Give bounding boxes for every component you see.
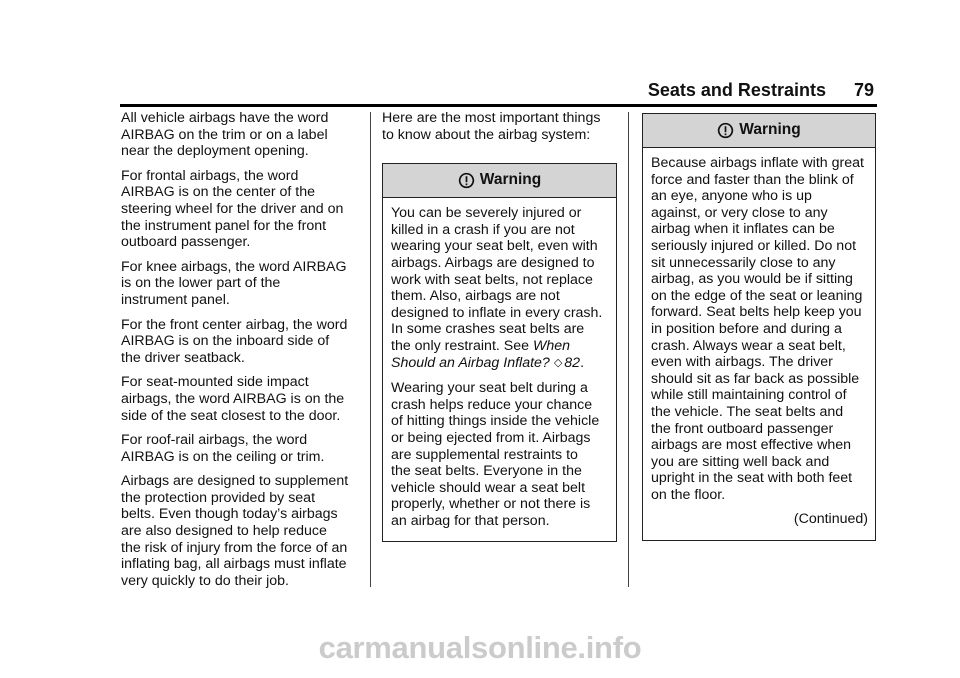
warning-body [643,148,875,540]
column-left [121,110,361,597]
header-rule [120,104,877,107]
warning-body [383,198,616,541]
reference-page[interactable]: 82 [564,354,581,371]
warning-icon [458,172,475,189]
column-right [642,113,876,541]
paragraph: Airbags are designed to supplement the protection provided by seat belts. Even though today’s airbags are also designed to help reduce the risk of injury from the force of an inflating bag, all airbags must inflate very quickly to do their job. [121,473,349,589]
warning-box [642,113,876,541]
warning-paragraph: Because airbags inflate with great force and faster than the blink of an eye, anyone who is up against, or very close to any airbag when it inflates can be seriously injured or killed. Do not sit unnecessarily close to any airbag, as you would be if sitting on the edge of the seat or leaning forward. Seat belts help keep you in position before and during a crash. Always wear a seat belt, even with airbags. The driver should sit as far back as possible while still maintaining control of the vehicle. The seat belts and the front outboard passenger airbags are most effective when you are sitting well back and upright in the seat with both feet on the floor. [651,155,864,503]
warning-text: You can be severely injured or killed in a crash if you are not wearing your seat belt, even with airbags. Airbags are designed to work with seat belts, not replace them. Also, airbags are not designed to inflate in every crash. In some crashes seat belts are the only restraint. See [391,205,603,354]
warning-header [643,114,875,148]
paragraph: For roof-rail airbags, the word AIRBAG is on the ceiling or trim. [121,432,325,465]
paragraph: All vehicle airbags have the word AIRBAG on the trim or on a label near the deployment opening. [121,110,329,160]
paragraph: For the front center airbag, the word AIRBAG is on the inboard side of the driver seatback. [121,316,348,366]
section-title: Seats and Restraints [647,80,826,100]
page-number: 79 [853,80,874,100]
paragraph: For seat-mounted side impact airbags, the word AIRBAG is on the side of the seat closest to the door. [121,374,345,424]
column-middle [382,110,617,542]
continued-label: (Continued) [793,511,868,528]
column-divider [628,112,629,587]
warning-header [383,164,616,198]
warning-paragraph: Wearing your seat belt during a crash helps reduce your chance of hitting things inside the vehicle or being ejected from it. Airbags are supplemental restraints to the seat belts. Everyone in the vehicle should wear a seat belt properly, whether or not there is an airbag for that person. [391,380,600,529]
paragraph: For frontal airbags, the word AIRBAG is on the center of the steering wheel for the driver and on the instrument panel for the front outboard passenger. [121,167,344,251]
cross-reference-link[interactable]: When Should an Airbag Inflate? [391,337,571,371]
warning-paragraph: You can be severely injured or killed in a crash if you are not wearing your seat belt, even with airbags. Airbags are designed to work with seat belts, not replace them. Also, airbags are not designed to inflate in every crash. In some crashes seat belts are the only restraint. See When Should an Airbag Inflate? ◇ 82. [391,205,603,371]
warning-box [382,163,617,542]
paragraph: For knee airbags, the word AIRBAG is on the lower part of the instrument panel. [121,258,347,308]
warning-title: Warning [479,171,542,189]
page-header [648,80,874,101]
warning-icon [717,122,734,139]
column-divider [370,112,371,587]
intro-text: Here are the most important things to know about the airbag system: [382,110,601,143]
warning-title: Warning [739,121,801,139]
page-reference-icon: ◇ [553,356,563,369]
watermark: carmanualsonline.info [318,630,642,665]
